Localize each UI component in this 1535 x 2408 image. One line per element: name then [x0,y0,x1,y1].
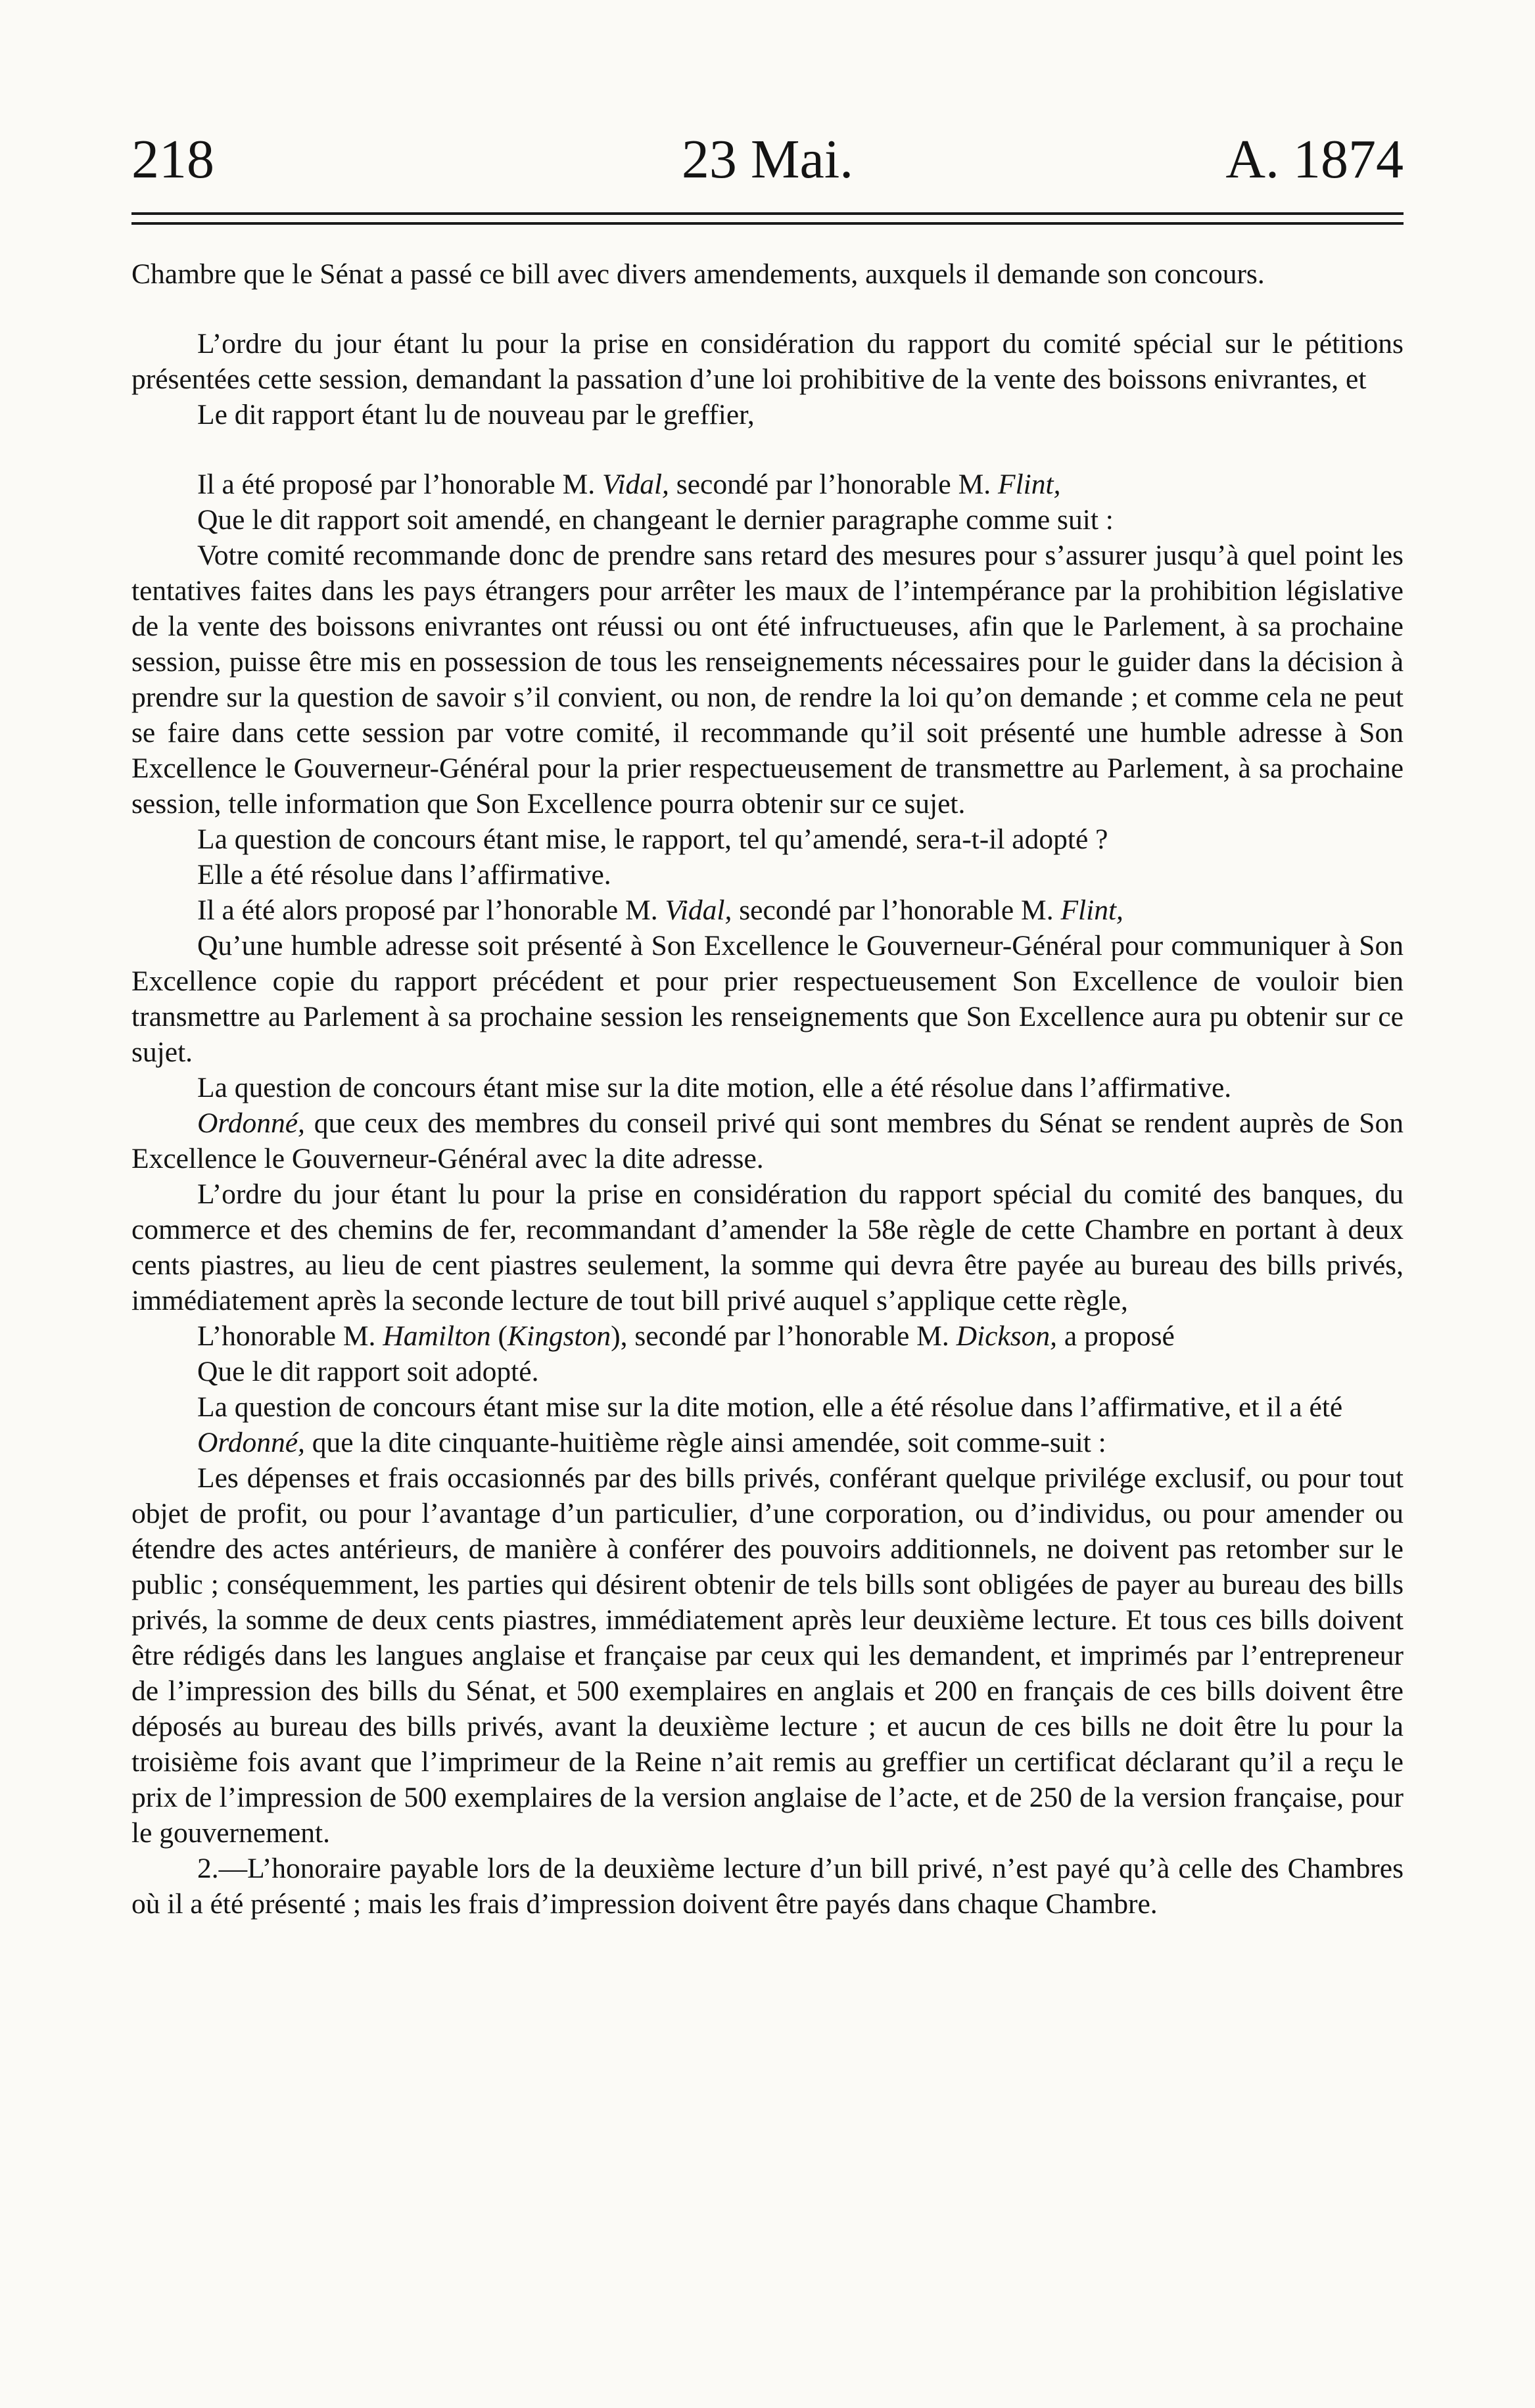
paragraph-report-read: Le dit rapport étant lu de nouveau par le greffier, [197,399,755,430]
paragraph-humble-address: Qu’une humble adresse soit présenté à Son Excellence le Gouverneur-Général pour communiquer à Son Excellence copie du rapport précédent et pour prier respectueusement Son Excellence de vouloir bien transmettre au Parlement à sa prochaine session les renseignements que Son Excellence aura pu obtenir sur ce sujet. [131,930,1404,1068]
page-number: 218 [131,129,214,190]
page-body [131,256,1404,1922]
paragraph-order-of-day-petitions: L’ordre du jour étant lu pour la prise en considération du rapport du comité spécial sur le pétitions présentées cette session, demandant la passation d’une loi prohibitive de la vente des boissons enivrantes, et [131,328,1404,395]
paragraph-committee-recommendation: Votre comité recommande donc de prendre sans retard des mesures pour s’assurer jusqu’à quel point les tentatives faites dans les pays étrangers pour arrêter les maux de l’intempérance par la prohibition législative de la vente des boissons enivrantes ont réussi ou ont été infructueuses, afin que le Parlement, à sa prochaine session, puisse être mis en possession de tous les renseignements nécessaires pour le guider dans la décision à prendre sur la question de savoir s’il convient, ou non, de rendre la loi qu’on demande ; et comme cela ne peut se faire dans cette session par votre comité, il recommande qu’il soit présenté une humble adresse à Son Excellence le Gouverneur-Général pour la prier respectueusement de transmettre au Parlement, à sa prochaine session, telle information que Son Excellence pourra obtenir sur ce sujet. [131,540,1404,820]
paragraph-concurrence-question: La question de concours étant mise, le rapport, tel qu’amendé, sera-t-il adopté ? [197,823,1108,855]
paragraph-motion-vidal: Il a été proposé par l’honorable M. Vidal, secondé par l’honorable M. Flint, [197,469,1061,500]
paragraph-report-adopted: Que le dit rapport soit adopté. [197,1356,539,1387]
name-flint: Flint, [998,469,1061,500]
name-vidal: Vidal, [602,469,669,500]
paragraph-motion-resolved-2: La question de concours étant mise sur la dite motion, elle a été résolue dans l’affirmative, et il a été [197,1391,1343,1423]
ordonne-label: Ordonné, [197,1107,305,1139]
paragraph-rule-58-section-2: 2.—L’honoraire payable lors de la deuxième lecture d’un bill privé, n’est payé qu’à celle des Chambres où il a été présenté ; mais les frais d’impression doivent être payés dans chaque Chambre. [131,1853,1404,1920]
paragraph-ordonne-rule-58: Ordonné, que la dite cinquante-huitième règle ainsi amendée, soit comme-suit : [197,1427,1106,1458]
name-hamilton: Hamilton [383,1320,491,1352]
page-header [131,115,1404,190]
name-flint: Flint, [1060,894,1123,926]
paragraph-senate-amendments: Chambre que le Sénat a passé ce bill avec divers amendements, auxquels il demande son concours. [131,258,1265,290]
name-vidal: Vidal, [665,894,732,926]
paragraph-motion-resolved: La question de concours étant mise sur la dite motion, elle a été résolue dans l’affirmative. [197,1072,1232,1103]
header-rule-top [131,212,1404,215]
paragraph-rule-58-text: Les dépenses et frais occasionnés par des bills privés, conférant quelque privilége exclusif, ou pour tout objet de profit, ou pour l’avantage d’un particulier, d’une corporation, ou d’individus, ou pour amender ou étendre des actes antérieurs, de manière à conférer des pouvoirs additionnels, ne doivent pas retomber sur le public ; conséquemment, les parties qui désirent obtenir de tels bills sont obligées de payer au bureau des bills privés, la somme de deux cents piastres, immédiatement après leur deuxième lecture. Et tous ces bills doivent être rédigés dans les langues anglaise et française par ceux qui les demandent, et imprimés par l’entrepreneur de l’impression des bills du Sénat, et 500 exemplaires en anglais et 200 en français de ces bills doivent être déposés au bureau des bills privés, avant la deuxième lecture ; et aucun de ces bills ne doit être lu pour la troisième fois avant que l’imprimeur de la Reine n’ait remis au greffier un certificat déclarant qu’il a reçu le prix de l’impression de 500 exemplaires de la version anglaise de l’acte, et de 250 de la version française, pour le gouvernement. [131,1462,1404,1849]
page-year: A. 1874 [1225,129,1404,190]
header-rule-bottom [131,222,1404,225]
paragraph-ordonne-privy-council: Ordonné, que ceux des membres du conseil privé qui sont membres du Sénat se rendent auprès de Son Excellence le Gouverneur-Général avec la dite adresse. [131,1107,1404,1174]
ordonne-label: Ordonné, [197,1427,305,1458]
paragraph-hamilton-motion: L’honorable M. Hamilton (Kingston), secondé par l’honorable M. Dickson, a proposé [197,1320,1175,1352]
paragraph-resolved-affirmative: Elle a été résolue dans l’affirmative. [197,859,611,891]
paragraph-amendment: Que le dit rapport soit amendé, en changeant le dernier paragraphe comme suit : [197,504,1114,536]
name-dickson: Dickson, [956,1320,1058,1352]
name-kingston: Kingston [508,1320,611,1352]
paragraph-order-of-day-banking: L’ordre du jour étant lu pour la prise en considération du rapport spécial du comité des banques, du commerce et des chemins de fer, recommandant d’amender la 58e règle de cette Chambre en portant à deux cents piastres, au lieu de cent piastres seulement, la somme qui devra être payée au bureau des bills privés, immédiatement après la seconde lecture de tout bill privé auquel s’applique cette règle, [131,1178,1404,1316]
page-date: 23 Mai. [681,129,854,190]
paragraph-motion-vidal-2: Il a été alors proposé par l’honorable M. Vidal, secondé par l’honorable M. Flint, [197,894,1123,926]
